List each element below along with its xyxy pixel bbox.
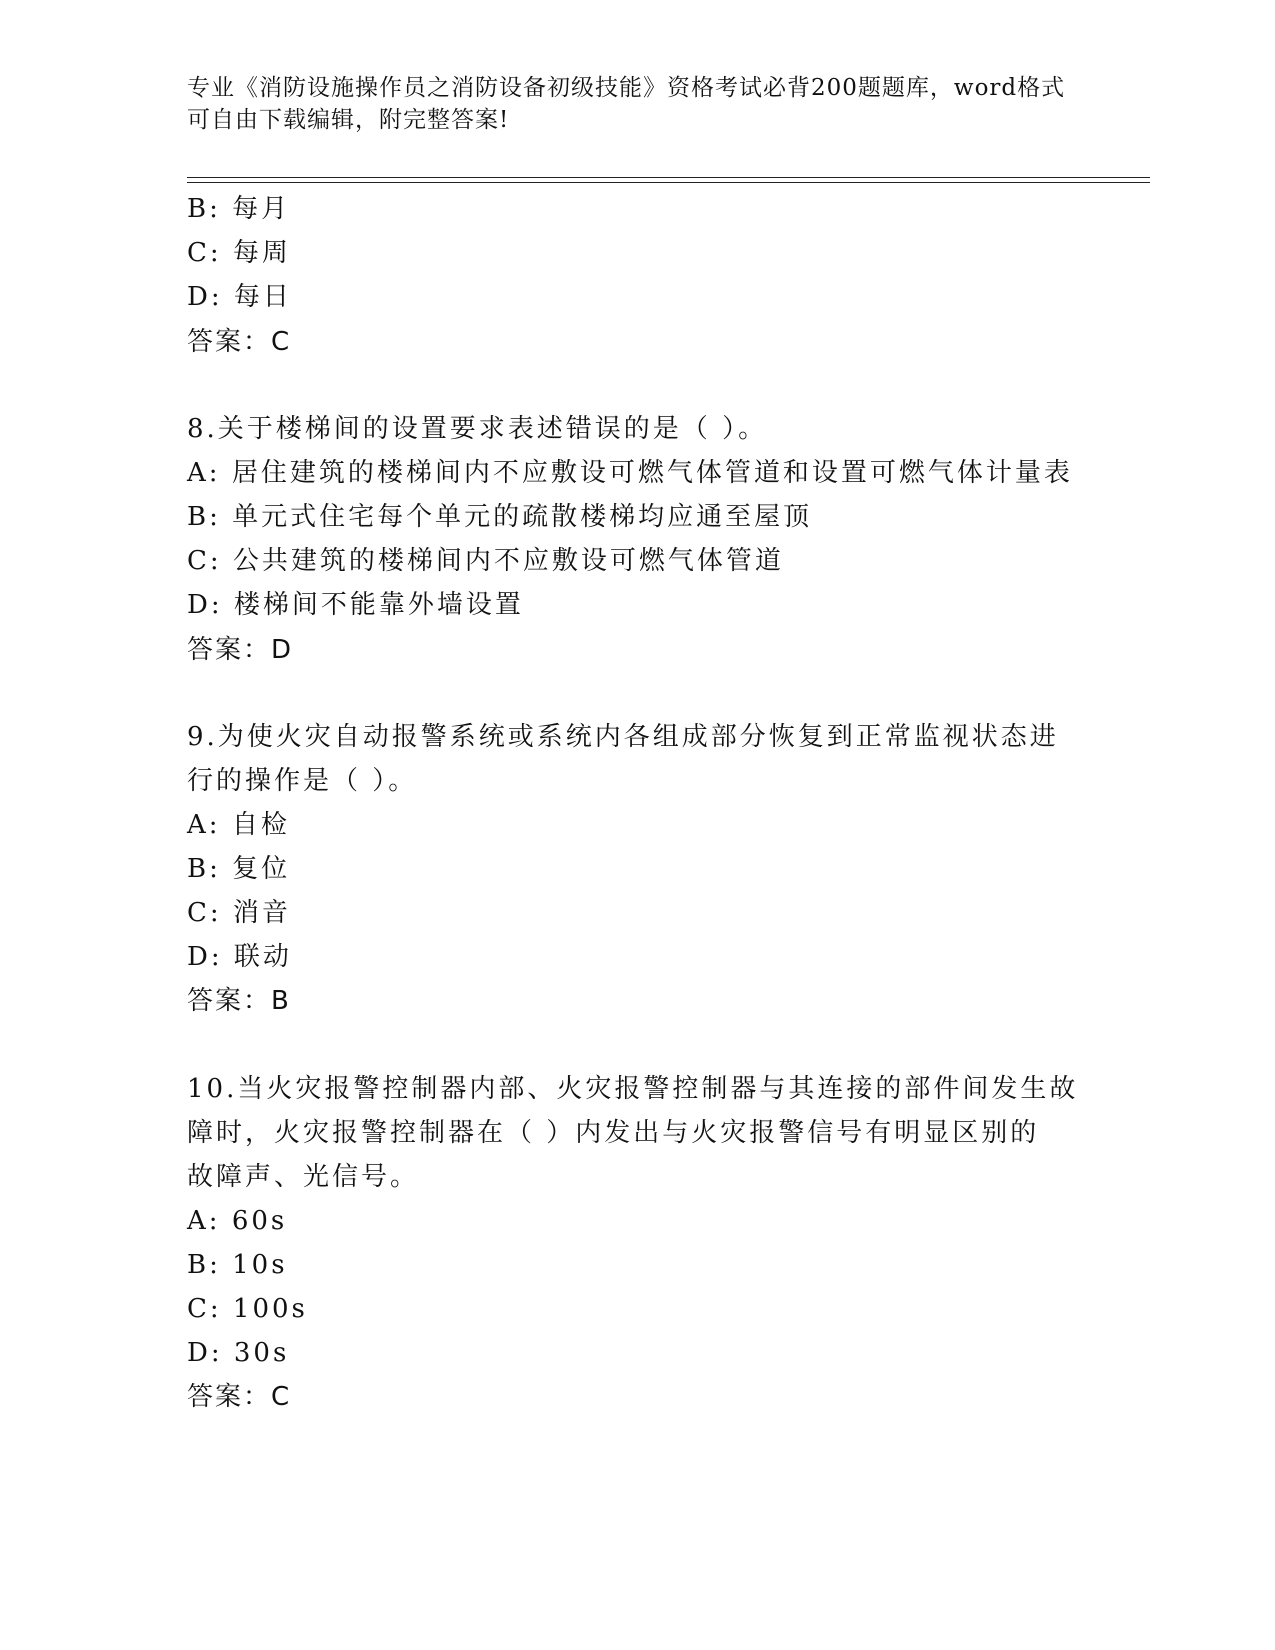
q8-option-c: C: 公共建筑的楼梯间内不应敷设可燃气体管道 (187, 546, 784, 576)
q7-answer: 答案：C (187, 327, 292, 357)
q10-stem-line-1: 10.当火灾报警控制器内部、火灾报警控制器与其连接的部件间发生故 (187, 1074, 1079, 1104)
q10-option-c: C: 100s (187, 1294, 308, 1324)
q8-option-b: B: 单元式住宅每个单元的疏散楼梯均应通至屋顶 (187, 502, 813, 532)
q10-option-a: A: 60s (187, 1206, 288, 1236)
header-rule-top (187, 177, 1150, 178)
q9-option-b: B: 复位 (187, 854, 291, 884)
q7-option-c: C: 每周 (187, 238, 291, 268)
q10-stem-line-2: 障时，火灾报警控制器在（ ）内发出与火灾报警信号有明显区别的 (187, 1118, 1040, 1148)
q7-option-d: D: 每日 (187, 282, 292, 312)
q8-option-a: A: 居住建筑的楼梯间内不应敷设可燃气体管道和设置可燃气体计量表 (187, 458, 1073, 488)
q8-option-d: D: 楼梯间不能靠外墙设置 (187, 590, 524, 620)
q8-answer: 答案：D (187, 635, 294, 665)
q8-stem: 8.关于楼梯间的设置要求表述错误的是（ ）。 (187, 414, 768, 444)
q10-stem-line-3: 故障声、光信号。 (187, 1162, 420, 1192)
q9-answer: 答案：B (187, 986, 291, 1016)
q9-option-d: D: 联动 (187, 942, 292, 972)
q9-stem-line-2: 行的操作是（ ）。 (187, 766, 418, 796)
document-header: 专业《消防设施操作员之消防设备初级技能》资格考试必背200题题库，word格式可自由下载编辑，附完整答案! (187, 75, 1066, 133)
q10-option-d: D: 30s (187, 1338, 290, 1368)
q7-option-b: B: 每月 (187, 194, 291, 224)
q10-answer: 答案：C (187, 1382, 292, 1412)
q9-option-c: C: 消音 (187, 898, 291, 928)
header-rule-bottom (187, 182, 1150, 183)
q9-option-a: A: 自检 (187, 810, 290, 840)
q9-stem-line-1: 9.为使火灾自动报警系统或系统内各组成部分恢复到正常监视状态进 (187, 722, 1059, 752)
q10-option-b: B: 10s (187, 1250, 288, 1280)
